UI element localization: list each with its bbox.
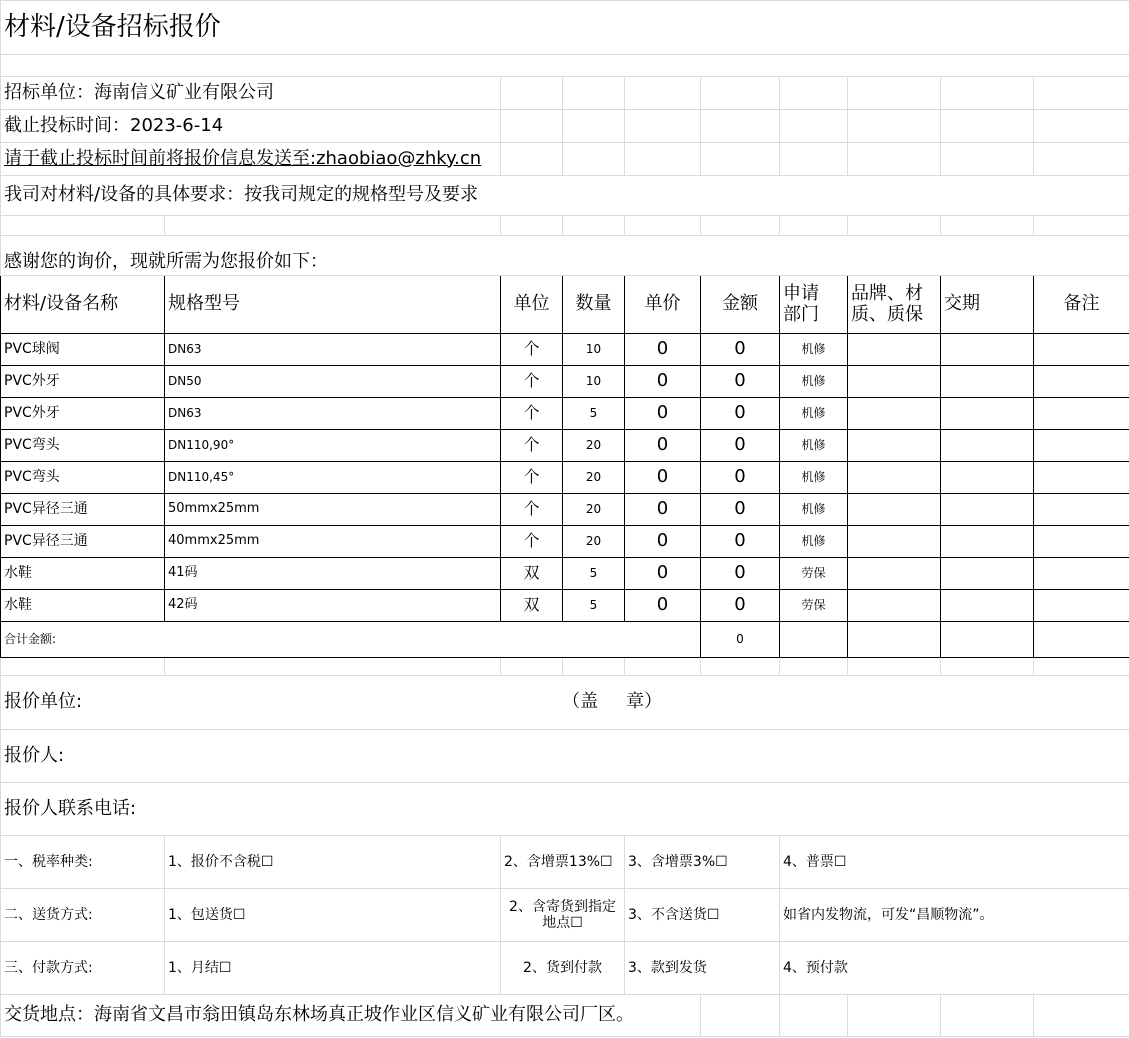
tax-option-3[interactable]: 3、含增票3%☐ xyxy=(625,836,780,889)
row-amount: 0 xyxy=(701,558,780,590)
empty-cell xyxy=(780,77,848,110)
payment-option-3: 3、款到发货 xyxy=(625,942,780,995)
header-price: 单价 xyxy=(625,276,701,334)
empty-cell xyxy=(780,110,848,143)
tender-unit: 招标单位：海南信义矿业有限公司 xyxy=(1,77,501,110)
row-dept: 机修 xyxy=(780,366,848,398)
row-unit: 双 xyxy=(501,590,563,622)
tax-label: 一、税率种类: xyxy=(1,836,165,889)
empty-cell xyxy=(941,110,1034,143)
payment-option-2: 2、货到付款 xyxy=(501,942,625,995)
empty-cell xyxy=(701,77,780,110)
table-row xyxy=(1,494,1129,526)
table-header-row xyxy=(1,276,1129,334)
table-row xyxy=(1,558,1129,590)
table-row xyxy=(1,398,1129,430)
empty-cell xyxy=(701,995,780,1037)
row-qty: 10 xyxy=(563,334,625,366)
empty-cell xyxy=(625,110,701,143)
row-amount: 0 xyxy=(701,366,780,398)
info-row-thanks xyxy=(1,236,1129,276)
shipping-option-1[interactable]: 1、包送货☐ xyxy=(165,889,501,942)
spacer-row xyxy=(1,658,1129,676)
payment-label: 三、付款方式: xyxy=(1,942,165,995)
row-price: 0 xyxy=(625,558,701,590)
header-remark: 备注 xyxy=(1034,276,1129,334)
row-delivery xyxy=(941,462,1034,494)
row-unit: 个 xyxy=(501,462,563,494)
table-row xyxy=(1,430,1129,462)
row-dept: 机修 xyxy=(780,526,848,558)
row-amount: 0 xyxy=(701,590,780,622)
empty-cell xyxy=(848,143,941,176)
header-brand: 品牌、材 质、质保 xyxy=(848,276,941,334)
header-amount: 金额 xyxy=(701,276,780,334)
row-brand xyxy=(848,366,941,398)
row-name: 水鞋 xyxy=(1,558,165,590)
row-unit: 个 xyxy=(501,334,563,366)
row-delivery xyxy=(941,526,1034,558)
info-row-unit xyxy=(1,77,1129,110)
row-name: PVC异径三通 xyxy=(1,494,165,526)
table-row xyxy=(1,526,1129,558)
row-price: 0 xyxy=(625,462,701,494)
row-price: 0 xyxy=(625,430,701,462)
row-dept: 机修 xyxy=(780,494,848,526)
seal-open: （盖 xyxy=(562,691,599,713)
email-notice-link[interactable]: 请于截止投标时间前将报价信息发送至:zhaobiao@zhky.cn xyxy=(1,143,501,176)
row-amount: 0 xyxy=(701,462,780,494)
empty-cell xyxy=(780,995,848,1037)
row-price: 0 xyxy=(625,590,701,622)
empty-cell xyxy=(941,622,1034,658)
empty-cell xyxy=(701,110,780,143)
row-name: 水鞋 xyxy=(1,590,165,622)
row-remark xyxy=(1034,494,1129,526)
info-row-email xyxy=(1,143,1129,176)
shipping-option-3[interactable]: 3、不含送货☐ xyxy=(625,889,780,942)
empty-cell xyxy=(625,143,701,176)
row-remark xyxy=(1034,366,1129,398)
info-row-requirement xyxy=(1,176,1129,216)
row-brand xyxy=(848,590,941,622)
row-qty: 5 xyxy=(563,558,625,590)
row-dept: 机修 xyxy=(780,430,848,462)
row-amount: 0 xyxy=(701,398,780,430)
row-dept: 机修 xyxy=(780,334,848,366)
row-spec: 42码 xyxy=(165,590,501,622)
table-row xyxy=(1,334,1129,366)
table-row xyxy=(1,590,1129,622)
row-remark xyxy=(1034,526,1129,558)
empty-cell xyxy=(701,143,780,176)
shipping-option-2[interactable]: 2、含寄货到指定地点☐ xyxy=(501,889,625,942)
row-unit: 个 xyxy=(501,366,563,398)
quote-person-row xyxy=(1,730,1129,783)
terms-payment-row xyxy=(1,942,1129,995)
row-qty: 20 xyxy=(563,462,625,494)
row-remark xyxy=(1034,430,1129,462)
row-brand xyxy=(848,558,941,590)
requirement-text: 我司对材料/设备的具体要求：按我司规定的规格型号及要求 xyxy=(1,176,1129,216)
row-amount: 0 xyxy=(701,334,780,366)
row-remark xyxy=(1034,558,1129,590)
row-spec: DN63 xyxy=(165,398,501,430)
payment-option-4: 4、预付款 xyxy=(780,942,1129,995)
empty-cell xyxy=(1034,77,1129,110)
empty-cell xyxy=(625,77,701,110)
terms-shipping-row xyxy=(1,889,1129,942)
empty-cell xyxy=(563,143,625,176)
empty-cell xyxy=(501,143,563,176)
empty-cell xyxy=(1034,622,1129,658)
payment-option-1[interactable]: 1、月结☐ xyxy=(165,942,501,995)
row-delivery xyxy=(941,494,1034,526)
row-price: 0 xyxy=(625,366,701,398)
spacer-row xyxy=(1,55,1129,77)
row-name: PVC球阀 xyxy=(1,334,165,366)
row-spec: 40mmx25mm xyxy=(165,526,501,558)
row-qty: 5 xyxy=(563,398,625,430)
row-delivery xyxy=(941,366,1034,398)
row-brand xyxy=(848,334,941,366)
empty-cell xyxy=(563,110,625,143)
header-qty: 数量 xyxy=(563,276,625,334)
row-brand xyxy=(848,398,941,430)
page-title: 材料/设备招标报价 xyxy=(1,1,1129,55)
quote-phone-label: 报价人联系电话: xyxy=(1,783,1129,836)
row-delivery xyxy=(941,334,1034,366)
row-dept: 机修 xyxy=(780,462,848,494)
row-unit: 个 xyxy=(501,398,563,430)
thanks-text: 感谢您的询价，现就所需为您报价如下： xyxy=(1,236,1129,276)
empty-cell xyxy=(780,622,848,658)
row-brand xyxy=(848,462,941,494)
row-price: 0 xyxy=(625,494,701,526)
row-brand xyxy=(848,494,941,526)
quote-person-label: 报价人: xyxy=(1,730,1129,783)
info-row-deadline xyxy=(1,110,1129,143)
row-delivery xyxy=(941,398,1034,430)
row-brand xyxy=(848,430,941,462)
row-qty: 10 xyxy=(563,366,625,398)
empty-cell xyxy=(563,77,625,110)
table-row xyxy=(1,366,1129,398)
row-remark xyxy=(1034,590,1129,622)
row-unit: 个 xyxy=(501,526,563,558)
row-amount: 0 xyxy=(701,494,780,526)
quote-unit-row xyxy=(1,676,1129,730)
row-spec: 50mmx25mm xyxy=(165,494,501,526)
spacer-row xyxy=(1,216,1129,236)
row-qty: 20 xyxy=(563,526,625,558)
total-value: 0 xyxy=(701,622,780,658)
empty-cell xyxy=(501,77,563,110)
header-unit: 单位 xyxy=(501,276,563,334)
empty-cell xyxy=(941,77,1034,110)
empty-cell xyxy=(848,622,941,658)
row-name: PVC外牙 xyxy=(1,398,165,430)
shipping-label: 二、送货方式: xyxy=(1,889,165,942)
total-label: 合计金额: xyxy=(1,622,701,658)
row-spec: 41码 xyxy=(165,558,501,590)
total-row xyxy=(1,622,1129,658)
row-remark xyxy=(1034,462,1129,494)
tax-option-4[interactable]: 4、普票☐ xyxy=(780,836,1129,889)
empty-cell xyxy=(848,995,941,1037)
row-brand xyxy=(848,526,941,558)
quote-unit-label: 报价单位: xyxy=(4,691,83,713)
header-name: 材料/设备名称 xyxy=(1,276,165,334)
row-unit: 个 xyxy=(501,494,563,526)
empty-cell xyxy=(848,110,941,143)
row-amount: 0 xyxy=(701,526,780,558)
row-remark xyxy=(1034,334,1129,366)
empty-cell xyxy=(1034,995,1129,1037)
row-price: 0 xyxy=(625,526,701,558)
row-name: PVC弯头 xyxy=(1,430,165,462)
delivery-place: 交货地点：海南省文昌市翁田镇岛东林场真正坡作业区信义矿业有限公司厂区。 xyxy=(1,995,701,1037)
shipping-option-4: 如省内发物流，可发“昌顺物流”。 xyxy=(780,889,1129,942)
row-dept: 机修 xyxy=(780,398,848,430)
empty-cell xyxy=(501,110,563,143)
row-amount: 0 xyxy=(701,430,780,462)
row-delivery xyxy=(941,590,1034,622)
row-name: PVC异径三通 xyxy=(1,526,165,558)
tax-option-1[interactable]: 1、报价不含税☐ xyxy=(165,836,501,889)
delivery-place-row xyxy=(1,995,1129,1037)
seal-close: 章） xyxy=(626,691,663,713)
row-dept: 劳保 xyxy=(780,558,848,590)
row-spec: DN110,90° xyxy=(165,430,501,462)
row-qty: 5 xyxy=(563,590,625,622)
empty-cell xyxy=(1034,143,1129,176)
row-delivery xyxy=(941,430,1034,462)
row-spec: DN50 xyxy=(165,366,501,398)
quote-phone-row xyxy=(1,783,1129,836)
empty-cell xyxy=(780,143,848,176)
empty-cell xyxy=(941,995,1034,1037)
tender-deadline: 截止投标时间：2023-6-14 xyxy=(1,110,501,143)
row-dept: 劳保 xyxy=(780,590,848,622)
empty-cell xyxy=(1034,110,1129,143)
tax-option-2[interactable]: 2、含增票13%☐ xyxy=(501,836,625,889)
row-qty: 20 xyxy=(563,494,625,526)
terms-tax-row xyxy=(1,836,1129,889)
empty-cell xyxy=(941,143,1034,176)
row-unit: 双 xyxy=(501,558,563,590)
header-spec: 规格型号 xyxy=(165,276,501,334)
row-qty: 20 xyxy=(563,430,625,462)
header-dept: 申请 部门 xyxy=(780,276,848,334)
row-spec: DN110,45° xyxy=(165,462,501,494)
row-delivery xyxy=(941,558,1034,590)
row-spec: DN63 xyxy=(165,334,501,366)
header-delivery: 交期 xyxy=(941,276,1034,334)
row-price: 0 xyxy=(625,334,701,366)
row-remark xyxy=(1034,398,1129,430)
table-row xyxy=(1,462,1129,494)
empty-cell xyxy=(848,77,941,110)
row-name: PVC外牙 xyxy=(1,366,165,398)
row-price: 0 xyxy=(625,398,701,430)
row-name: PVC弯头 xyxy=(1,462,165,494)
row-unit: 个 xyxy=(501,430,563,462)
